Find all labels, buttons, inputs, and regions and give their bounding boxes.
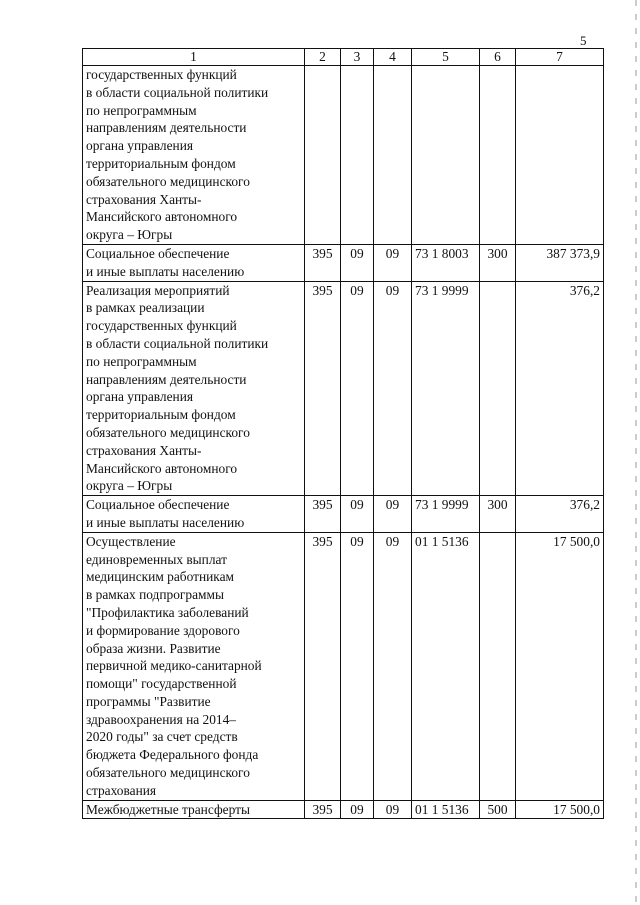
subsection-code-cell: 09 <box>374 281 412 496</box>
scan-edge-mark <box>635 0 637 905</box>
subsection-code-cell <box>374 66 412 245</box>
section-code-cell: 09 <box>341 496 374 533</box>
admin-code-cell: 395 <box>305 281 341 496</box>
section-code-cell: 09 <box>341 244 374 281</box>
target-article-cell: 73 1 9999 <box>412 496 480 533</box>
header-col-1: 1 <box>83 49 305 66</box>
header-col-3: 3 <box>341 49 374 66</box>
row-name-cell: государственных функций в области социальной политики по непрограммным направлениям деятельности органа управления территориальным фондом обязательного медицинского страхования Ханты- Мансийского автономного округа – Югры <box>83 66 305 245</box>
target-article-cell: 01 1 5136 <box>412 800 480 819</box>
subsection-code-cell: 09 <box>374 532 412 800</box>
target-article-cell <box>412 66 480 245</box>
row-name-cell: Осуществление единовременных выплат медицинским работникам в рамках подпрограммы "Профилактика заболеваний и формирование здорового образа жизни. Развитие первичной медико-санитарной помощи" государственной программы "Развитие здравоохранения на 2014– 2020 годы" за счет средств бюджета Федерального фонда обязательного медицинского страхования <box>83 532 305 800</box>
admin-code-cell <box>305 66 341 245</box>
amount-cell: 376,2 <box>516 281 604 496</box>
row-name-cell: Социальное обеспечение и иные выплаты населению <box>83 244 305 281</box>
subsection-code-cell: 09 <box>374 496 412 533</box>
admin-code-cell: 395 <box>305 800 341 819</box>
page-number: 5 <box>580 33 587 48</box>
header-row <box>83 49 604 66</box>
table-row <box>83 800 604 819</box>
table-row <box>83 532 604 800</box>
table-body <box>83 66 604 819</box>
admin-code-cell: 395 <box>305 244 341 281</box>
expense-type-cell: 300 <box>480 244 516 281</box>
header-col-4: 4 <box>374 49 412 66</box>
section-code-cell: 09 <box>341 281 374 496</box>
admin-code-cell: 395 <box>305 496 341 533</box>
budget-table <box>82 48 604 819</box>
target-article-cell: 73 1 9999 <box>412 281 480 496</box>
amount-cell: 17 500,0 <box>516 800 604 819</box>
target-article-cell: 73 1 8003 <box>412 244 480 281</box>
section-code-cell: 09 <box>341 532 374 800</box>
section-code-cell: 09 <box>341 800 374 819</box>
expense-type-cell: 300 <box>480 496 516 533</box>
row-name-cell: Межбюджетные трансферты <box>83 800 305 819</box>
target-article-cell: 01 1 5136 <box>412 532 480 800</box>
amount-cell: 376,2 <box>516 496 604 533</box>
table-row <box>83 281 604 496</box>
expense-type-cell: 500 <box>480 800 516 819</box>
header-col-5: 5 <box>412 49 480 66</box>
subsection-code-cell: 09 <box>374 244 412 281</box>
row-name-cell: Реализация мероприятий в рамках реализации государственных функций в области социальной политики по непрограммным направлениям деятельности органа управления территориальным фондом обязательного медицинского страхования Ханты- Мансийского автономного округа – Югры <box>83 281 305 496</box>
expense-type-cell <box>480 281 516 496</box>
admin-code-cell: 395 <box>305 532 341 800</box>
table-row <box>83 244 604 281</box>
amount-cell <box>516 66 604 245</box>
row-name-cell: Социальное обеспечение и иные выплаты населению <box>83 496 305 533</box>
table-row <box>83 66 604 245</box>
amount-cell: 17 500,0 <box>516 532 604 800</box>
header-col-6: 6 <box>480 49 516 66</box>
expense-type-cell <box>480 532 516 800</box>
header-col-2: 2 <box>305 49 341 66</box>
header-col-7: 7 <box>516 49 604 66</box>
expense-type-cell <box>480 66 516 245</box>
subsection-code-cell: 09 <box>374 800 412 819</box>
table-row <box>83 496 604 533</box>
section-code-cell <box>341 66 374 245</box>
amount-cell: 387 373,9 <box>516 244 604 281</box>
